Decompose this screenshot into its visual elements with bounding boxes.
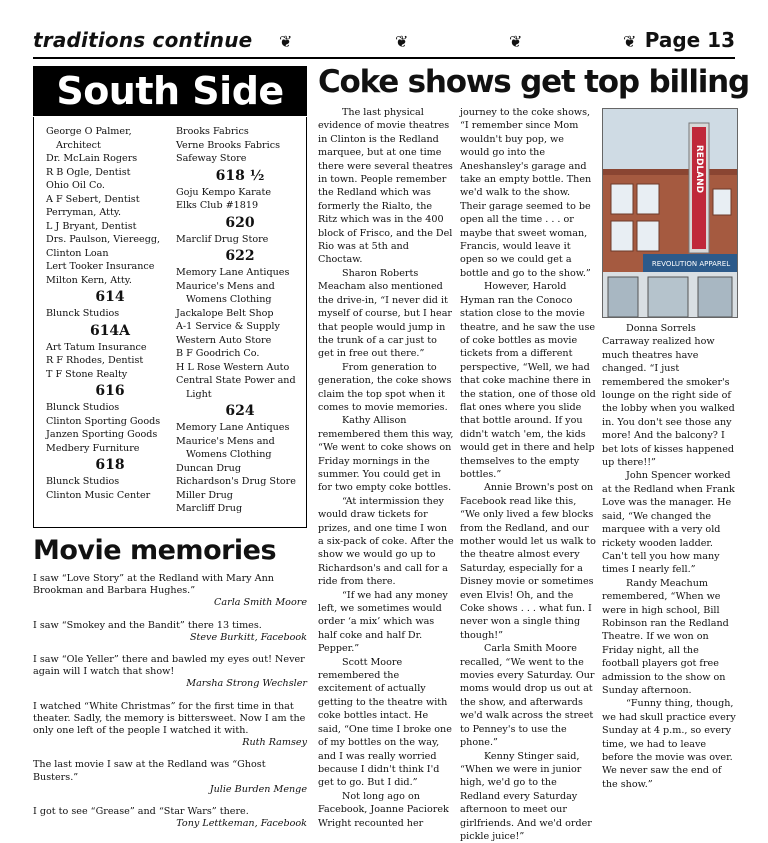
ornament-icon: ❦: [509, 32, 522, 51]
ornament-icon: ❦: [395, 32, 408, 51]
business-listing: R F Rhodes, Dentist: [46, 354, 174, 368]
business-listing: Blunck Studios: [46, 475, 174, 489]
section-title: traditions continue: [33, 28, 252, 52]
business-listing: Safeway Store: [176, 152, 304, 166]
address-number: 616: [46, 381, 174, 401]
business-listing: Maurice's Mens and: [176, 280, 304, 294]
business-listing: Milton Kern, Atty.: [46, 274, 174, 288]
memory-quote: [33, 573, 307, 610]
business-listing: A-1 Service & Supply: [176, 320, 304, 334]
quote-author: Tony Lettkeman, Facebook: [33, 818, 307, 830]
article-paragraph: Kathy Allison remembered them this way, “We went to coke shows on Friday mornings in the summer. You could get in for two empty coke bottles.: [318, 414, 454, 494]
store-sign-text: REVOLUTION APPAREL: [652, 260, 730, 268]
article-paragraph: Carla Smith Moore recalled, “We went to the movies every Saturday. Our moms would drop us out at the show, and afterwards we'd walk across the street to Penney's to use the phone.”: [460, 642, 596, 749]
business-listing: Womens Clothing: [176, 448, 304, 462]
article-paragraph: The last physical evidence of movie theatres in Clinton is the Redland marquee, but at one time there were several theatres in town. People remember the Redland which was formerly the Rialto, the Ritz which was in the 400 block of Frisco, and the Del Rio was at 5th and Choctaw.: [318, 106, 454, 267]
address-number: 622: [176, 246, 304, 266]
ornament-icon: ❦: [279, 32, 292, 51]
business-listing: Clinton Loan: [46, 247, 174, 261]
sign-text: REDLAND: [694, 145, 704, 193]
business-listing: Lert Tooker Insurance: [46, 260, 174, 274]
address-number: 614: [46, 287, 174, 307]
address-number: 620: [176, 213, 304, 233]
movie-memories-list: [33, 573, 307, 840]
article-paragraph: However, Harold Hyman ran the Conoco station close to the movie theatre, and he saw the use of coke bottles as movie tickets from a different perspective, “Well, we had that coke machine there in the station, one of those old flat ones where you slide that bottle around. If you didn't watch 'em, the kids would get in there and help themselves to the empty bottles.”: [460, 280, 596, 481]
business-listing: Elks Club #1819: [176, 199, 304, 213]
business-listing: Goju Kempo Karate: [176, 186, 304, 200]
business-listing: Verne Brooks Fabrics: [176, 139, 304, 153]
article-column-3: [602, 322, 738, 791]
article-paragraph: Kenny Stinger said, “When we were in junior high, we'd go to the Redland every Saturday afternoon to meet our girlfriends. And we'd order pickle juice!”: [460, 750, 596, 843]
business-listing: Western Auto Store: [176, 334, 304, 348]
article-paragraph: “If we had any money left, we sometimes would order ‘a mix’ which was half coke and half Dr. Pepper.”: [318, 589, 454, 656]
quote-author: Ruth Ramsey: [33, 737, 307, 749]
article-paragraph: Randy Meachum remembered, “When we were in high school, Bill Robinson ran the Redland Theatre. If we won on Friday night, all the football players got free admission to the show on Sunday afternoon.: [602, 577, 738, 698]
business-listing: Brooks Fabrics: [176, 125, 304, 139]
business-listing: Clinton Sporting Goods: [46, 415, 174, 429]
business-listing: Richardson's Drug Store: [176, 475, 304, 489]
south-side-directory: [33, 117, 307, 528]
business-listing: Marclif Drug Store: [176, 233, 304, 247]
quote-text: The last movie I saw at the Redland was “Ghost Busters.”: [33, 759, 307, 783]
address-number: 624: [176, 401, 304, 421]
quote-text: I saw “Love Story” at the Redland with Mary Ann Brookman and Barbara Hughes.”: [33, 573, 307, 597]
ornament-icon: ❦: [623, 32, 636, 51]
memory-quote: [33, 701, 307, 750]
business-listing: Drs. Paulson, Viereegg,: [46, 233, 174, 247]
directory-column-left: [46, 125, 174, 502]
memory-quote: [33, 806, 307, 830]
article-paragraph: “Funny thing, though, we had skull practice every Sunday at 4 p.m., so every time, we had to leave before the movie was over. We never saw the end of the show.”: [602, 697, 738, 791]
south-side-title: South Side: [33, 66, 307, 116]
article-column-1: [318, 106, 454, 830]
address-number: 618: [46, 455, 174, 475]
article-headline: Coke shows get top billing: [318, 64, 738, 100]
memory-quote: [33, 654, 307, 691]
article-paragraph: Scott Moore remembered the excitement of actually getting to the theatre with coke bottles intact. He said, “One time I broke one of my bottles on the way, and I was really worried because I didn't think I'd get to go. But I did.”: [318, 656, 454, 790]
business-listing: R B Ogle, Dentist: [46, 166, 174, 180]
memory-quote: [33, 759, 307, 796]
business-listing: Light: [176, 388, 304, 402]
quote-text: I saw “Smokey and the Bandit” there 13 times.: [33, 620, 307, 632]
article-paragraph: journey to the coke shows, “I remember since Mom wouldn't buy pop, we would go into the Aneshansley's garage and take an empty bottle. Then we'd walk to the show. Their garage seemed to be open all the time . . . or maybe that sweet woman, Francis, would leave it open so we could get a bottle and go to the show.”: [460, 106, 596, 280]
business-listing: Memory Lane Antiques: [176, 266, 304, 280]
article-paragraph: John Spencer worked at the Redland when Frank Love was the manager. He said, “We changed the marquee with a very old rickety wooden ladder. Can't tell you how many times I nearly fell.”: [602, 469, 738, 576]
business-listing: A F Sebert, Dentist: [46, 193, 174, 207]
business-listing: L J Bryant, Dentist: [46, 220, 174, 234]
article-paragraph: Sharon Roberts Meacham also mentioned the drive-in, “I never did it myself of course, but I hear that people would jump in the trunk of a car just to get in free out there.”: [318, 267, 454, 361]
quote-author: Julie Burden Menge: [33, 784, 307, 796]
quote-author: Marsha Strong Wechsler: [33, 678, 307, 690]
business-listing: Dr. McLain Rogers: [46, 152, 174, 166]
quote-text: I got to see “Grease” and “Star Wars” there.: [33, 806, 307, 818]
quote-text: I saw “Ole Yeller” there and bawled my eyes out! Never again will I watch that show!: [33, 654, 307, 678]
quote-author: Steve Burkitt, Facebook: [33, 632, 307, 644]
business-listing: Janzen Sporting Goods: [46, 428, 174, 442]
business-listing: Memory Lane Antiques: [176, 421, 304, 435]
address-number: 618 ½: [176, 166, 304, 186]
article-paragraph: Not long ago on Facebook, Joanne Paciorek Wright recounted her: [318, 790, 454, 830]
article-column-2: [460, 106, 596, 843]
article-paragraph: Annie Brown's post on Facebook read like this, “We only lived a few blocks from the Redland, and our mother would let us walk to the theatre almost every Saturday, especially for a Disney movie or sometimes even Elvis! Oh, and the Coke shows . . . what fun. I never won a single thing though!”: [460, 481, 596, 642]
business-listing: Medbery Furniture: [46, 442, 174, 456]
article-paragraph: Donna Sorrels Carraway realized how much theatres have changed. “I just remembered the smoker's lounge on the right side of the lobby when you walked in. You don't see those any more! And the balcony? I bet lots of kisses happened up there!!”: [602, 322, 738, 469]
header-rule: [33, 57, 735, 59]
article-paragraph: From generation to generation, the coke shows claim the top spot when it comes to movie memories.: [318, 361, 454, 415]
business-listing: Marcliff Drug: [176, 502, 304, 516]
business-listing: Blunck Studios: [46, 401, 174, 415]
business-listing: T F Stone Realty: [46, 368, 174, 382]
business-listing: Duncan Drug: [176, 462, 304, 476]
business-listing: H L Rose Western Auto: [176, 361, 304, 375]
business-listing: George O Palmer,: [46, 125, 174, 139]
business-listing: Jackalope Belt Shop: [176, 307, 304, 321]
movie-memories-title: Movie memories: [33, 535, 276, 566]
business-listing: Womens Clothing: [176, 293, 304, 307]
business-listing: Art Tatum Insurance: [46, 341, 174, 355]
quote-text: I watched “White Christmas” for the first time in that theater. Sadly, the memory is bittersweet. Now I am the only one left of the people I watched it with.: [33, 701, 307, 738]
business-listing: Architect: [46, 139, 174, 153]
page-header: [33, 28, 735, 56]
business-listing: Central State Power and: [176, 374, 304, 388]
business-listing: Ohio Oil Co.: [46, 179, 174, 193]
business-listing: Miller Drug: [176, 489, 304, 503]
business-listing: Blunck Studios: [46, 307, 174, 321]
directory-column-right: [176, 125, 304, 516]
quote-author: Carla Smith Moore: [33, 597, 307, 609]
theatre-photo-illustration: [603, 109, 737, 317]
address-number: 614A: [46, 321, 174, 341]
business-listing: B F Goodrich Co.: [176, 347, 304, 361]
article-paragraph: “At intermission they would draw tickets for prizes, and one time I won a six-pack of coke. After the show we would go up to Richardson's and call for a ride from there.: [318, 495, 454, 589]
business-listing: Clinton Music Center: [46, 489, 174, 503]
redland-theatre-photo: [602, 108, 738, 318]
page-number: Page 13: [645, 28, 735, 52]
business-listing: Maurice's Mens and: [176, 435, 304, 449]
business-listing: Perryman, Atty.: [46, 206, 174, 220]
memory-quote: [33, 620, 307, 644]
